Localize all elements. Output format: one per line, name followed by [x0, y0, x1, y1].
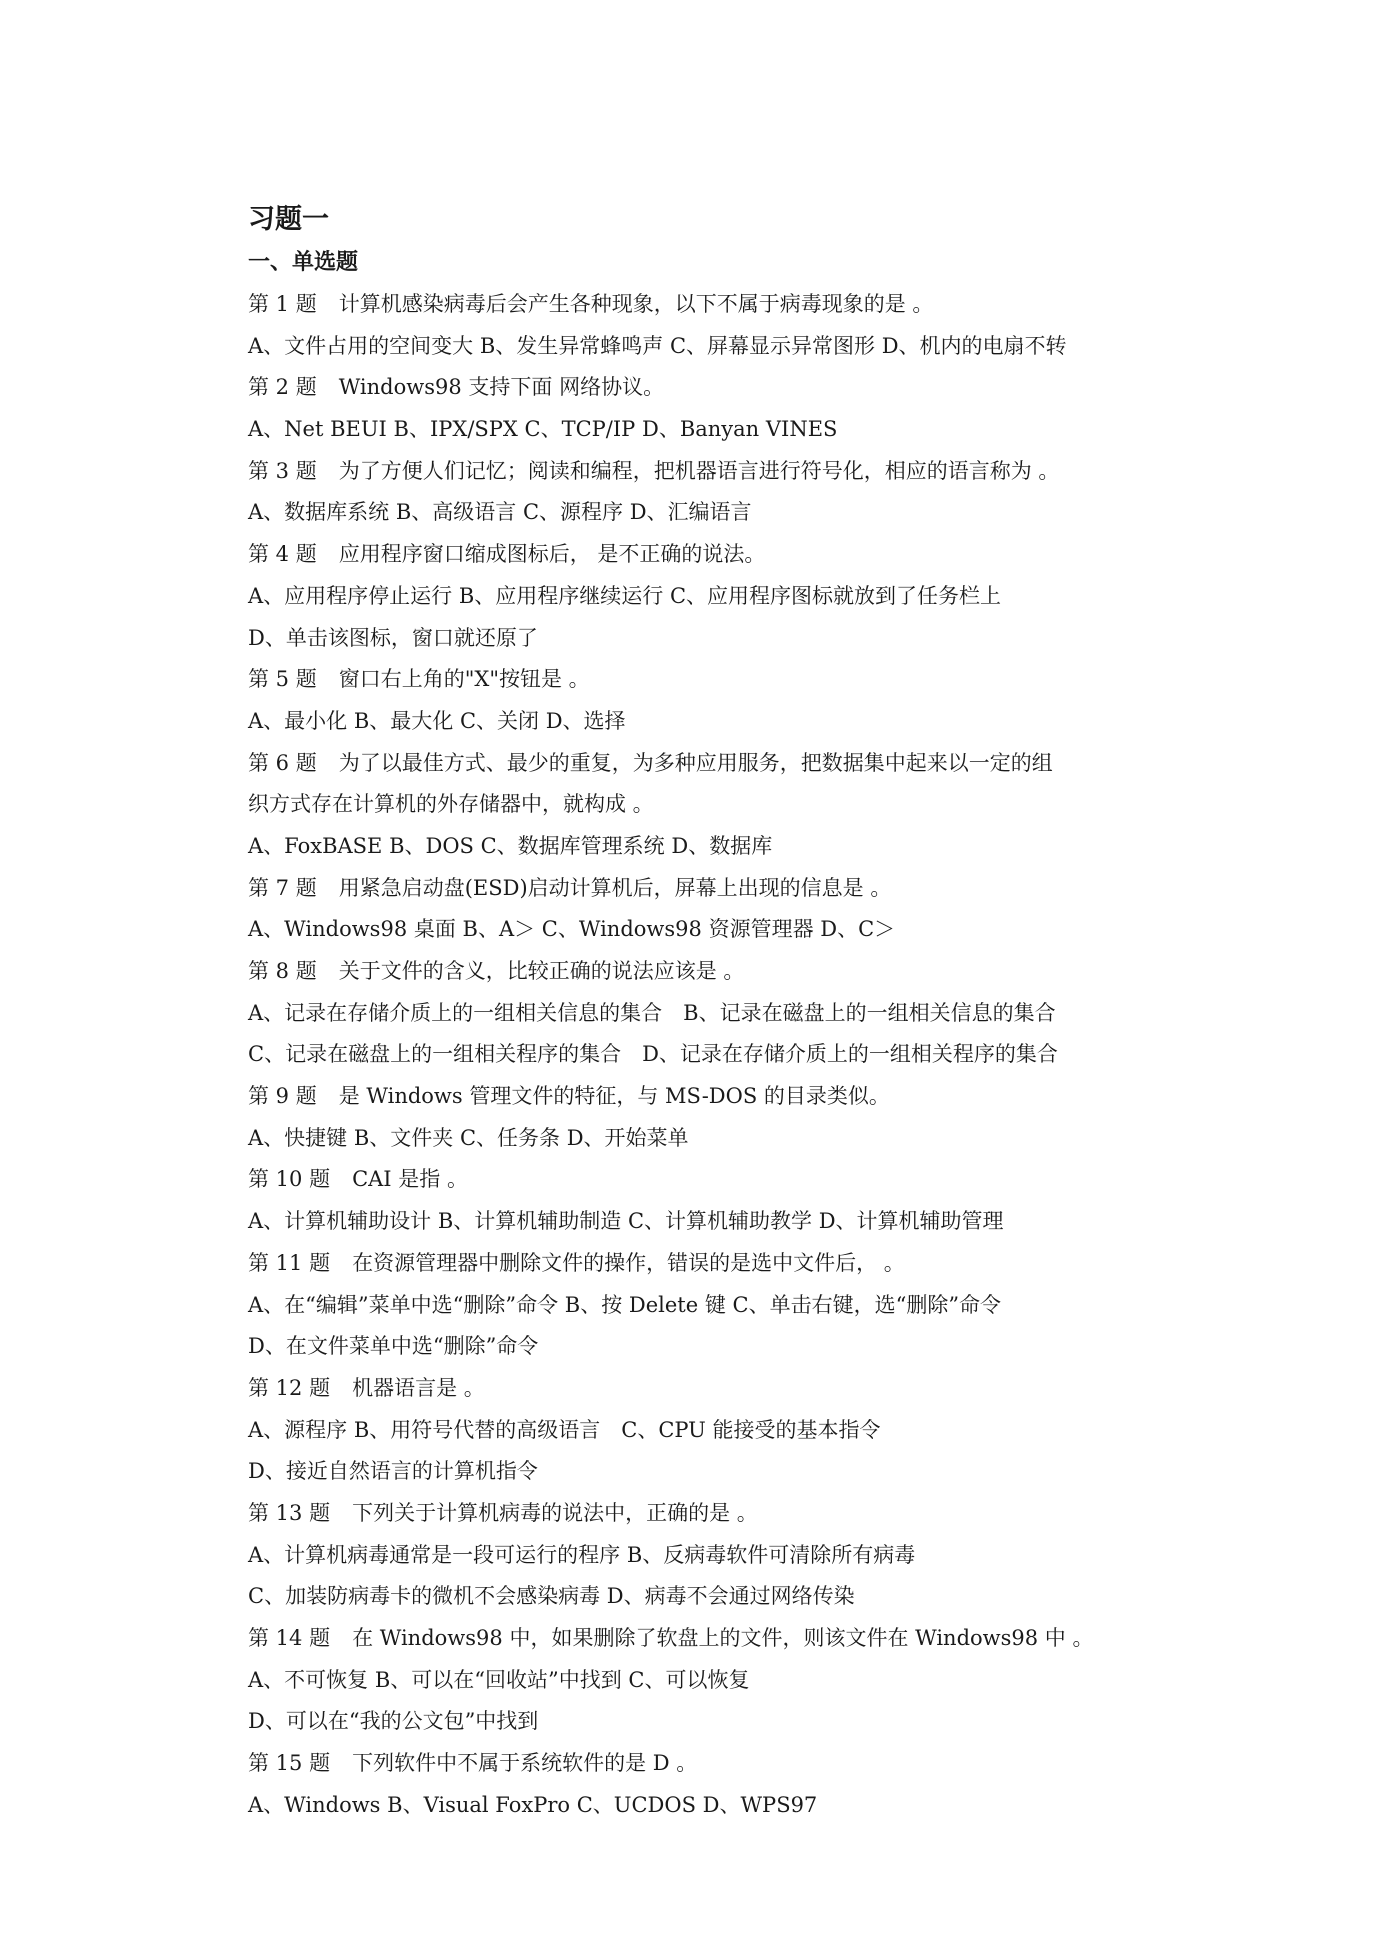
answer-options: A、源程序 B、用符号代替的高级语言 C、CPU 能接受的基本指令	[248, 1417, 881, 1442]
question-list	[248, 284, 1168, 1826]
question-line	[248, 743, 1168, 785]
answer-options: D、在文件菜单中选“删除”命令	[248, 1334, 539, 1359]
question-line	[248, 1243, 1168, 1285]
question-number: 第 4 题	[248, 542, 317, 567]
question-number: 第 7 题	[248, 875, 317, 900]
answer-options: A、FoxBASE B、DOS C、数据库管理系统 D、数据库	[248, 833, 773, 858]
question-text: 应用程序窗口缩成图标后， 是不正确的说法。	[338, 542, 766, 567]
question-number: 第 2 题	[248, 375, 317, 400]
answer-options: A、记录在存储介质上的一组相关信息的集合 B、记录在磁盘上的一组相关信息的集合	[248, 1000, 1056, 1025]
question-line	[248, 367, 1168, 409]
answer-options: A、文件占用的空间变大 B、发生异常蜂鸣声 C、屏幕显示异常图形 D、机内的电扇不转	[248, 333, 1067, 358]
question-line	[248, 951, 1168, 993]
page-title: 习题一	[248, 204, 329, 235]
section-heading: 一、单选题	[248, 250, 359, 275]
answer-options: D、单击该图标，窗口就还原了	[248, 625, 538, 650]
question-number: 第 3 题	[248, 458, 317, 483]
answer-options: A、计算机辅助设计 B、计算机辅助制造 C、计算机辅助教学 D、计算机辅助管理	[248, 1209, 1004, 1234]
question-text: Windows98 支持下面 网络协议。	[338, 375, 665, 400]
document-page	[248, 198, 1168, 1826]
answer-options: A、应用程序停止运行 B、应用程序继续运行 C、应用程序图标就放到了任务栏上	[248, 583, 1002, 608]
question-line	[248, 1159, 1168, 1201]
question-text: 关于文件的含义，比较正确的说法应该是 。	[338, 959, 745, 983]
answer-options: A、不可恢复 B、可以在“回收站”中找到 C、可以恢复	[248, 1667, 750, 1692]
question-number: 第 1 题	[248, 292, 317, 316]
question-text: 窗口右上角的"X"按钮是 。	[338, 667, 590, 692]
question-text: 在资源管理器中删除文件的操作，错误的是选中文件后， 。	[352, 1250, 905, 1275]
question-line	[248, 1618, 1168, 1660]
question-text: 是 Windows 管理文件的特征，与 MS-DOS 的目录类似。	[338, 1084, 890, 1109]
question-line	[248, 1743, 1168, 1785]
answer-options: D、接近自然语言的计算机指令	[248, 1459, 538, 1484]
question-line	[248, 1493, 1168, 1535]
question-text: 在 Windows98 中，如果删除了软盘上的文件，则该文件在 Windows98 中 。	[352, 1626, 1094, 1650]
question-line	[248, 1076, 1168, 1118]
question-line	[248, 534, 1168, 576]
question-line	[248, 659, 1168, 701]
question-text: 为了以最佳方式、最少的重复，为多种应用服务，把数据集中起来以一定的组	[338, 750, 1053, 775]
question-text: 下列关于计算机病毒的说法中，正确的是 。	[352, 1500, 758, 1525]
question-number: 第 12 题	[248, 1375, 331, 1400]
question-number: 第 10 题	[248, 1167, 331, 1192]
answer-options: A、在“编辑”菜单中选“删除”命令 B、按 Delete 键 C、单击右键，选“删除”命令	[248, 1292, 1002, 1317]
question-text: 为了方便人们记忆；阅读和编程，把机器语言进行符号化，相应的语言称为 。	[338, 458, 1060, 483]
question-number: 第 14 题	[248, 1626, 331, 1650]
answer-options: A、Net BEUI B、IPX/SPX C、TCP/IP D、Banyan VINES	[248, 417, 838, 442]
question-text: 用紧急启动盘(ESD)启动计算机后，屏幕上出现的信息是 。	[338, 875, 892, 900]
question-number: 第 9 题	[248, 1084, 317, 1109]
question-text-continued: 织方式存在计算机的外存储器中，就构成 。	[248, 792, 654, 817]
answer-options: C、加装防病毒卡的微机不会感染病毒 D、病毒不会通过网络传染	[248, 1584, 855, 1609]
question-number: 第 6 题	[248, 750, 317, 775]
answer-options: A、最小化 B、最大化 C、关闭 D、选择	[248, 708, 626, 733]
answer-options: A、数据库系统 B、高级语言 C、源程序 D、汇编语言	[248, 500, 752, 525]
question-number: 第 5 题	[248, 667, 317, 692]
answer-options: A、Windows98 桌面 B、A＞ C、Windows98 资源管理器 D、C＞	[248, 917, 896, 942]
answer-options: A、Windows B、Visual FoxPro C、UCDOS D、WPS97	[248, 1792, 818, 1817]
answer-options: A、计算机病毒通常是一段可运行的程序 B、反病毒软件可清除所有病毒	[248, 1542, 916, 1567]
question-text: 机器语言是 。	[352, 1375, 485, 1400]
question-line	[248, 284, 1168, 326]
question-text: CAI 是指 。	[352, 1167, 468, 1192]
question-line	[248, 868, 1168, 910]
answer-options: D、可以在“我的公文包”中找到	[248, 1709, 539, 1734]
question-text: 下列软件中不属于系统软件的是 D 。	[352, 1751, 698, 1776]
question-line	[248, 451, 1168, 493]
question-text: 计算机感染病毒后会产生各种现象，以下不属于病毒现象的是 。	[338, 292, 934, 316]
question-number: 第 11 题	[248, 1250, 331, 1275]
question-number: 第 13 题	[248, 1500, 331, 1525]
question-line	[248, 1368, 1168, 1410]
answer-options: A、快捷键 B、文件夹 C、任务条 D、开始菜单	[248, 1125, 689, 1150]
question-number: 第 15 题	[248, 1751, 331, 1776]
answer-options: C、记录在磁盘上的一组相关程序的集合 D、记录在存储介质上的一组相关程序的集合	[248, 1042, 1058, 1067]
question-number: 第 8 题	[248, 959, 317, 983]
